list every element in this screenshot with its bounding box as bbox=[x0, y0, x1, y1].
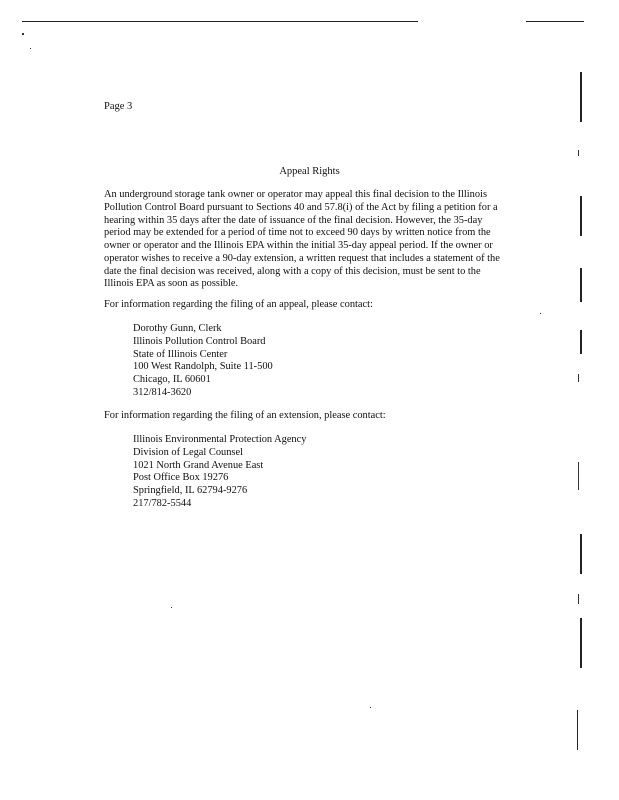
top-rule-left bbox=[22, 21, 418, 22]
scan-speck bbox=[22, 33, 24, 35]
scan-speck bbox=[540, 313, 541, 314]
scan-margin-bar bbox=[580, 330, 582, 354]
address-line: State of Illinois Center bbox=[133, 348, 228, 360]
scan-speck bbox=[578, 374, 579, 382]
address-line: Post Office Box 19276 bbox=[133, 472, 229, 484]
paragraph-line: date the final decision was received, along with a copy of this decision, must be sent to the bbox=[104, 265, 481, 277]
address-line: Illinois Pollution Control Board bbox=[133, 335, 266, 347]
paragraph-line: owner or operator and the Illinois EPA within the initial 35-day appeal period. If the owner or bbox=[104, 240, 493, 251]
page-number-label: Page 3 bbox=[104, 101, 133, 112]
section-heading: Appeal Rights bbox=[279, 166, 340, 177]
paragraph-line: period may be extended for a period of time not to exceed 90 days by written notice from the bbox=[104, 227, 491, 239]
address-line: 100 West Randolph, Suite 11-500 bbox=[133, 361, 273, 373]
scan-speck bbox=[578, 594, 579, 604]
scan-speck bbox=[578, 150, 579, 156]
address-line: 1021 North Grand Avenue East bbox=[133, 459, 264, 471]
appeal-intro-text: For information regarding the filing of an appeal, please contact: bbox=[104, 299, 373, 310]
appeal-contact-address bbox=[133, 323, 273, 400]
address-line: 312/814-3620 bbox=[133, 386, 192, 398]
scan-margin-bar bbox=[577, 710, 578, 750]
scan-speck bbox=[171, 607, 172, 608]
extension-contact-address bbox=[133, 434, 306, 511]
scan-speck bbox=[370, 707, 371, 708]
top-rule-right bbox=[526, 21, 584, 22]
appeal-rights-paragraph bbox=[104, 189, 514, 291]
scan-speck bbox=[30, 48, 31, 49]
scan-margin-bar bbox=[580, 196, 582, 236]
scan-margin-bar bbox=[580, 618, 582, 668]
address-line: Division of Legal Counsel bbox=[133, 446, 243, 458]
address-line: 217/782-5544 bbox=[133, 497, 192, 509]
paragraph-line: hearing within 35 days after the date of issuance of the final decision. However, the 35-day bbox=[104, 214, 483, 226]
scan-margin-bar bbox=[580, 534, 582, 574]
address-line: Springfield, IL 62794-9276 bbox=[133, 485, 248, 497]
scan-speck bbox=[578, 462, 579, 490]
paragraph-line: operator wishes to receive a 90-day extension, a written request that includes a statement of the bbox=[104, 252, 500, 264]
paragraph-line: Pollution Control Board pursuant to Sections 40 and 57.8(i) of the Act by filing a petition for a bbox=[104, 201, 498, 213]
paragraph-line: An underground storage tank owner or operator may appeal this final decision to the Illinois bbox=[104, 189, 488, 200]
address-line: Chicago, IL 60601 bbox=[133, 374, 211, 386]
paragraph-line: Illinois EPA as soon as possible. bbox=[104, 278, 239, 290]
address-line: Illinois Environmental Protection Agency bbox=[133, 434, 307, 445]
scan-margin-bar bbox=[580, 268, 582, 302]
extension-intro-text: For information regarding the filing of an extension, please contact: bbox=[104, 410, 386, 421]
scan-margin-bar bbox=[580, 72, 582, 122]
address-line: Dorothy Gunn, Clerk bbox=[133, 323, 222, 334]
